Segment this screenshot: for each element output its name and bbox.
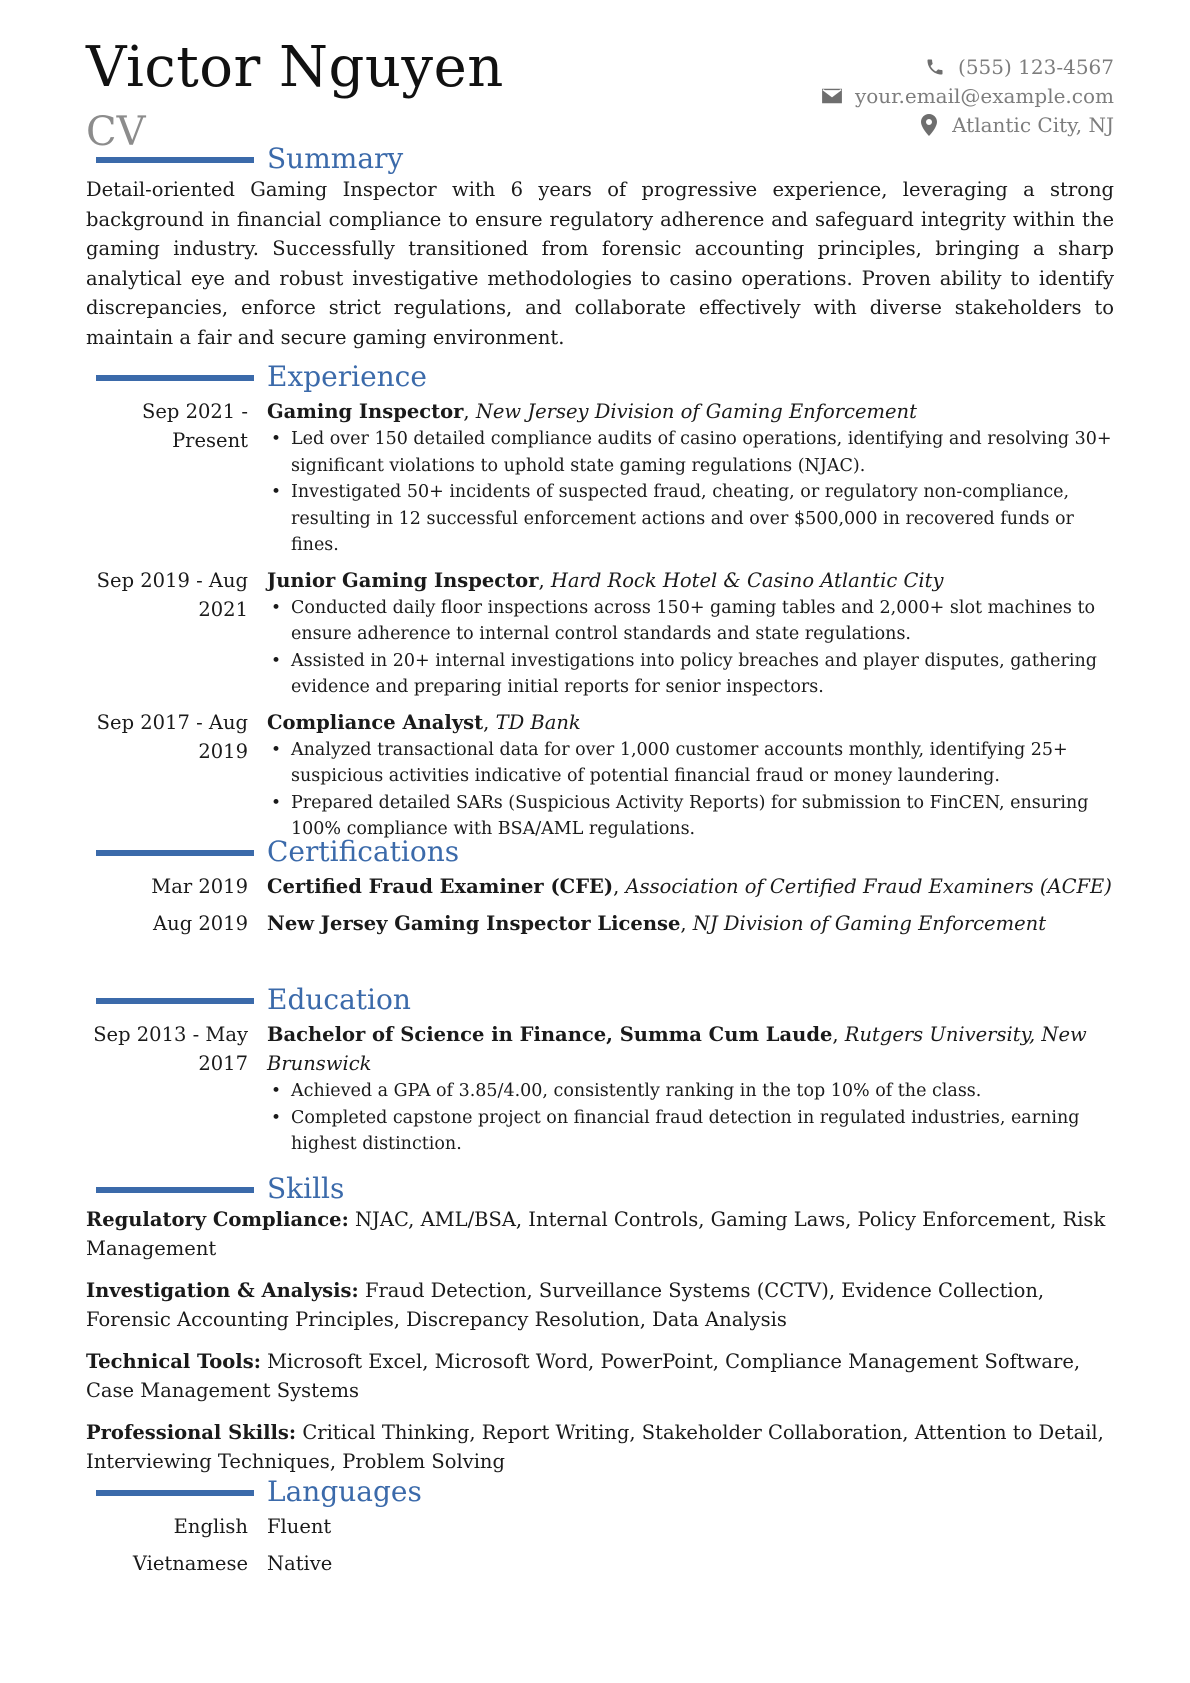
certification-org: Association of Certified Fraud Examiners (ACFE) — [625, 875, 1112, 898]
education-org: Rutgers University, New Brunswick — [267, 1023, 1087, 1075]
skill-label: Regulatory Compliance: — [86, 1208, 349, 1231]
languages-section — [86, 1474, 1114, 1578]
candidate-name: Victor Nguyen — [86, 35, 504, 100]
experience-entry — [86, 397, 1114, 559]
location-pin-icon — [916, 114, 942, 136]
entry-content: New Jersey Gaming Inspector License, NJ Division of Gaming Enforcement — [267, 912, 1047, 935]
skill-label: Professional Skills: — [86, 1421, 297, 1444]
envelope-icon — [819, 85, 845, 107]
contact-phone — [819, 52, 1114, 81]
entry-org: New Jersey Division of Gaming Enforcement — [475, 400, 917, 423]
language-name: Vietnamese — [132, 1552, 248, 1575]
certification-entry — [86, 872, 1114, 901]
education-entry — [86, 1020, 1114, 1158]
language-entry — [86, 1512, 1114, 1541]
list-item: • Conducted daily floor inspections across 150+ gaming tables and 2,000+ slot machines to ensure adherence to internal control standards and state regulations. — [267, 595, 1114, 648]
entry-content: Compliance Analyst, TD Bank • Analyzed transactional data for over 1,000 customer accounts monthly, identifying 25+ suspicious activities indicative of potential financial fraud or money laundering. • Prepared detailed SARs (Suspicious Activity Reports) for submission to FinCEN, ensuring 100% compliance with BSA/AML regulations. — [267, 708, 1114, 843]
entry-role: Gaming Inspector — [267, 400, 464, 423]
skills-section — [86, 1171, 1114, 1489]
language-name: English — [173, 1515, 248, 1538]
language-entry — [86, 1549, 1114, 1578]
entry-bullets — [267, 737, 1114, 843]
skill-text: Microsoft Excel, Microsoft Word, PowerPoint, Compliance Management Software, Case Management Systems — [86, 1350, 1081, 1402]
skill-text: Fraud Detection, Surveillance Systems (CCTV), Evidence Collection, Forensic Accounting Principles, Discrepancy Resolution, Data Analysis — [86, 1279, 1045, 1331]
languages-heading — [86, 1474, 1114, 1510]
education-heading — [86, 982, 1114, 1018]
list-item: • Assisted in 20+ internal investigations into policy breaches and player disputes, gathering evidence and preparing initial reports for senior inspectors. — [267, 648, 1114, 701]
entry-date: Sep 2017 - Aug 2019 — [96, 710, 248, 763]
section-title: Certifications — [267, 835, 460, 868]
experience-entry — [86, 708, 1114, 843]
entry-date: Mar 2019 — [151, 875, 248, 898]
section-title: Skills — [267, 1172, 345, 1205]
skill-label: Technical Tools: — [86, 1350, 261, 1373]
section-accent-bar — [96, 1490, 254, 1496]
experience-section — [86, 359, 1114, 843]
entry-date: Sep 2021 - Present — [142, 400, 248, 452]
skill-text: Critical Thinking, Report Writing, Stakeholder Collaboration, Attention to Detail, Interviewing Techniques, Problem Solving — [86, 1421, 1104, 1473]
document-subtitle: CV — [86, 109, 146, 155]
contact-location — [819, 110, 1114, 139]
certification-name: New Jersey Gaming Inspector License — [267, 912, 681, 935]
education-section — [86, 982, 1114, 1158]
entry-content: Gaming Inspector, New Jersey Division of Gaming Enforcement • Led over 150 detailed compliance audits of casino operations, identifying and resolving 30+ significant violations to uphold state gaming regulations (NJAC). • Investigated 50+ incidents of suspected fraud, cheating, or regulatory non-compliance, resulting in 12 successful enforcement actions and over $500,000 in recovered funds or fines. — [267, 397, 1114, 559]
certification-entry — [86, 909, 1114, 938]
section-title: Summary — [267, 142, 404, 175]
certifications-heading — [86, 834, 1114, 870]
certifications-section — [86, 834, 1114, 938]
skill-group — [86, 1347, 1114, 1405]
summary-heading — [86, 141, 1114, 177]
skill-group — [86, 1418, 1114, 1476]
list-item: • Analyzed transactional data for over 1,000 customer accounts monthly, identifying 25+ suspicious activities indicative of potential financial fraud or money laundering. — [267, 737, 1114, 790]
phone-number[interactable]: (555) 123-4567 — [958, 54, 1114, 79]
experience-heading — [86, 359, 1114, 395]
contact-email — [819, 81, 1114, 110]
entry-bullets — [267, 426, 1114, 559]
entry-org: Hard Rock Hotel & Casino Atlantic City — [550, 568, 944, 592]
location-text: Atlantic City, NJ — [952, 112, 1114, 137]
language-level: Fluent — [267, 1515, 332, 1538]
entry-role: Compliance Analyst — [267, 710, 484, 734]
entry-content: Bachelor of Science in Finance, Summa Cum Laude, Rutgers University, New Brunswick • Achieved a GPA of 3.85/4.00, consistently ranking in the top 10% of the class. • Completed capstone project on financial fraud detection in regulated industries, earning highest distinction. — [267, 1020, 1114, 1158]
list-item: • Led over 150 detailed compliance audits of casino operations, identifying and resolving 30+ significant violations to uphold state gaming regulations (NJAC). — [267, 426, 1114, 479]
skills-list — [86, 1205, 1114, 1476]
certification-org: NJ Division of Gaming Enforcement — [692, 912, 1047, 935]
entry-role: Junior Gaming Inspector — [267, 568, 539, 592]
certification-name: Certified Fraud Examiner (CFE) — [267, 875, 614, 898]
entry-bullets — [267, 595, 1114, 701]
entry-bullets — [267, 1078, 1114, 1158]
entry-org: TD Bank — [495, 710, 581, 734]
section-title: Languages — [267, 1475, 422, 1508]
list-item: • Investigated 50+ incidents of suspected fraud, cheating, or regulatory non-compliance, resulting in 12 successful enforcement actions and over $500,000 in recovered funds or fines. — [267, 479, 1114, 559]
entry-date: Sep 2019 - Aug 2021 — [96, 568, 248, 621]
entry-content: Certified Fraud Examiner (CFE), Association of Certified Fraud Examiners (ACFE) — [267, 875, 1112, 898]
entry-content: Junior Gaming Inspector, Hard Rock Hotel & Casino Atlantic City • Conducted daily floor inspections across 150+ gaming tables and 2,000+ slot machines to ensure adherence to internal control standards and state regulations. • Assisted in 20+ internal investigations into policy breaches and player disputes, gathering evidence and preparing initial reports for senior inspectors. — [267, 566, 1114, 701]
skill-group — [86, 1205, 1114, 1263]
section-accent-bar — [96, 375, 254, 381]
entry-date: Sep 2013 - May 2017 — [93, 1023, 248, 1075]
degree-name: Bachelor of Science in Finance, Summa Cum Laude — [267, 1023, 833, 1046]
summary-text: Detail-oriented Gaming Inspector with 6 years of progressive experience, leveraging a strong background in financial compliance to ensure regulatory adherence and safeguard integrity within the gaming industry. Successfully transitioned from forensic accounting principles, bringing a sharp analytical eye and robust investigative methodologies to casino operations. Proven ability to identify discrepancies, enforce strict regulations, and collaborate effectively with diverse stakeholders to maintain a fair and secure gaming environment. — [86, 178, 1114, 349]
list-item: • Completed capstone project on financial fraud detection in regulated industries, earning highest distinction. — [267, 1105, 1114, 1158]
section-title: Experience — [267, 360, 427, 393]
section-accent-bar — [96, 1187, 254, 1193]
section-accent-bar — [96, 157, 254, 163]
skills-heading — [86, 1171, 1114, 1207]
skill-label: Investigation & Analysis: — [86, 1279, 359, 1302]
section-accent-bar — [96, 850, 254, 856]
language-level: Native — [267, 1552, 333, 1575]
phone-icon — [922, 56, 948, 78]
email-address[interactable]: your.email@example.com — [854, 83, 1114, 108]
skill-group — [86, 1276, 1114, 1334]
entry-date: Aug 2019 — [153, 912, 248, 935]
section-accent-bar — [96, 998, 254, 1004]
section-title: Education — [267, 983, 411, 1016]
experience-entry — [86, 566, 1114, 701]
list-item: • Prepared detailed SARs (Suspicious Activity Reports) for submission to FinCEN, ensuring 100% compliance with BSA/AML regulations. — [267, 790, 1114, 843]
list-item: • Achieved a GPA of 3.85/4.00, consistently ranking in the top 10% of the class. — [267, 1078, 1114, 1105]
summary-section — [86, 141, 1114, 352]
skill-text: NJAC, AML/BSA, Internal Controls, Gaming Laws, Policy Enforcement, Risk Management — [86, 1208, 1106, 1260]
contact-block — [819, 52, 1114, 139]
